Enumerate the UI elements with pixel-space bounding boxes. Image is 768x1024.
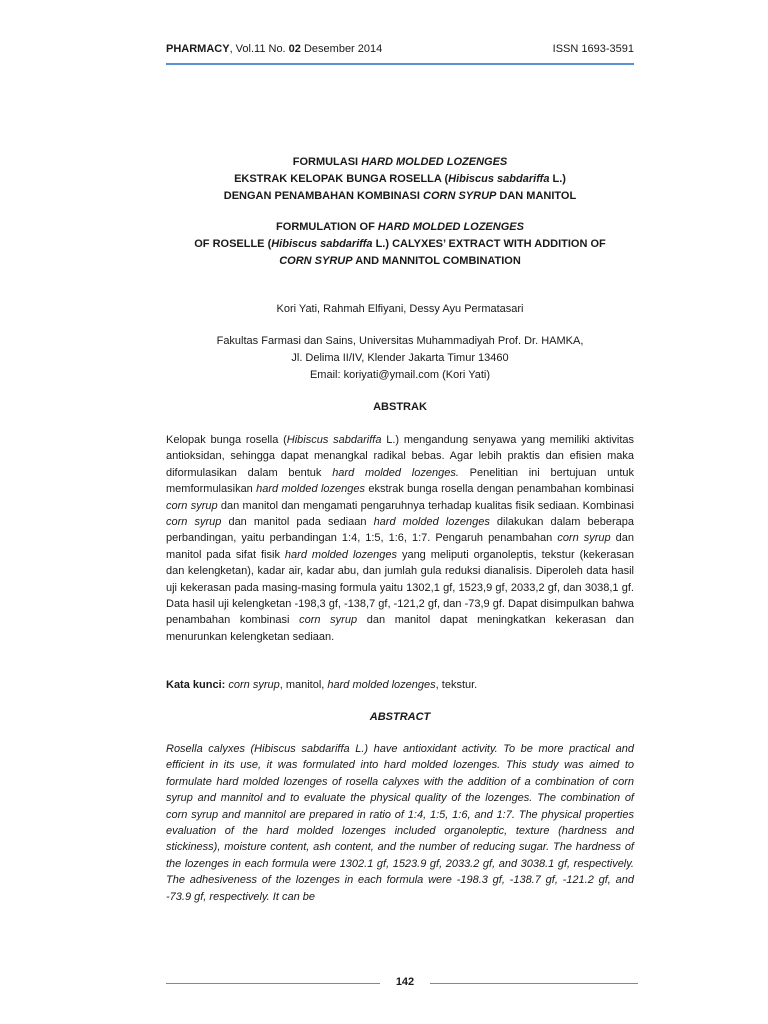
abstrak-italic: Hibiscus sabdariffa <box>286 434 382 446</box>
abstrak-text: Penelitian ini bertujuan untuk memformulasikan <box>166 466 635 496</box>
issn: ISSN 1693-3591 <box>552 43 634 55</box>
authors: Kori Yati, Rahmah Elfiyani, Dessy Ayu Permatasari <box>276 303 524 315</box>
title-en-text: OF ROSELLE ( <box>194 238 272 250</box>
affiliation-email: Email: koriyati@ymail.com (Kori Yati) <box>309 369 491 381</box>
keyword: hard molded lozenges <box>327 679 436 691</box>
title-id-text: FORMULASI <box>292 156 362 168</box>
abstrak-paragraph <box>166 432 634 645</box>
title-id-line-3 <box>166 188 634 205</box>
keywords <box>166 677 634 693</box>
abstrak-italic: corn syrup <box>166 516 222 529</box>
title-id-line-1 <box>166 154 634 171</box>
abstrak-text: ekstrak bunga rosella dengan penambahan kombinasi <box>365 483 635 496</box>
title-en-italic: CORN SYRUP <box>279 255 353 267</box>
title-en-text: FORMULATION OF <box>276 221 378 233</box>
abstrak-text: dan manitol dapat meningkatkan kekerasan dan menurunkan kelengketan sediaan. <box>166 614 634 643</box>
footer-rule-left <box>166 983 380 984</box>
header-rule <box>166 63 634 65</box>
affiliation-line-1: Fakultas Farmasi dan Sains, Universitas Muhammadiyah Prof. Dr. HAMKA, <box>216 335 584 347</box>
keywords-label: Kata kunci: <box>166 679 226 691</box>
keyword-separator: , manitol, <box>279 679 328 691</box>
keyword-separator: , tekstur. <box>435 679 478 691</box>
journal-volume: , Vol.11 No. <box>229 43 289 55</box>
abstract-heading: ABSTRACT <box>369 711 431 723</box>
title-en-text: L.) CALYXES’ EXTRACT WITH ADDITION OF <box>372 238 606 250</box>
abstrak-italic: corn syrup <box>166 499 218 512</box>
title-en-text: AND MANNITOL COMBINATION <box>352 255 521 267</box>
abstrak-text: dilakukan dalam beberapa perbandingan, yaitu perbandingan 1:4, 1:5, 1:6, 1:7. Pengaruh penambahan <box>166 516 634 545</box>
abstrak-italic: hard molded lozenges <box>284 548 397 561</box>
abstrak-text: yang meliputi organoleptis, tekstur (kekerasan dan kelengketan), kadar air, kadar abu, dan jumlah gula reduksi dianalisis. Diperoleh data hasil uji kekerasan pada masing-masing formula yaitu 1302,1 gf, 1523,9 gf, 2033,2 gf, dan 3038,1 gf. Data hasil uji kelengketan -198,3 gf, -138,7 gf, -121,2 gf, dan -73,9 gf. Dapat disimpulkan bahwa penambahan kombinasi <box>166 548 634 627</box>
affiliation <box>166 333 634 384</box>
title-en-line-3 <box>166 253 634 270</box>
abstract-body <box>166 741 634 905</box>
title-en-italic: HARD MOLDED LOZENGES <box>377 221 524 233</box>
title-id-line-2 <box>166 171 634 188</box>
abstrak-text: dan manitol dan mengamati pengaruhnya terhadap kualitas fisik sediaan. Kombinasi <box>217 499 635 512</box>
title-id-italic: Hibiscus sabdariffa <box>448 173 550 185</box>
abstrak-text: dan manitol pada sediaan <box>221 516 374 529</box>
abstrak-italic: hard molded lozenges <box>256 483 365 496</box>
abstrak-text: Kelopak bunga rosella ( <box>166 434 287 446</box>
title-en-line-1 <box>166 219 634 236</box>
journal-name: PHARMACY <box>166 43 230 55</box>
title-id-italic: CORN SYRUP <box>423 190 497 202</box>
keywords-line <box>166 677 634 693</box>
title-id-italic: HARD MOLDED LOZENGES <box>361 156 508 168</box>
abstrak-body <box>166 432 634 645</box>
page-number: 142 <box>395 976 415 988</box>
title-english <box>166 219 634 270</box>
abstrak-italic: hard molded lozenges <box>373 516 490 529</box>
title-en-italic: Hibiscus sabdariffa <box>271 238 373 250</box>
title-id-text: L.) <box>549 173 566 185</box>
abstrak-text: dan manitol pada sifat fisik <box>166 532 634 561</box>
abstract-paragraph: Rosella calyxes (Hibiscus sabdariffa L.) have antioxidant activity. To be more practical and efficient in its use, it was formulated into hard molded lozenges. This study was aimed to formulate hard molded lozenges of rosella calyxes with the addition of a combination of corn syrup and mannitol and to evaluate the physical quality of the lozenges. The combination of corn syrup and mannitol are prepared in ratio of 1:4, 1:5, 1:6, and 1:7. The physical properties evaluation of the hard molded lozenges included organoleptic, texture (hardness and stickiness), moisture content, ash content, and the number of reducing sugar. The hardness of the lozenges in each formula were 1302.1 gf, 1523.9 gf, 2033.2 gf, and 3038.1 gf, respectively. The adhesiveness of the lozenges in each formula were -198.3 gf, -138.7 gf, -121.2 gf, and -73.9 gf, respectively. It can be <box>166 743 634 903</box>
keyword: corn syrup <box>228 679 280 691</box>
title-id-text: EKSTRAK KELOPAK BUNGA ROSELLA ( <box>234 173 449 185</box>
abstrak-heading: ABSTRAK <box>373 401 427 413</box>
title-en-line-2 <box>166 236 634 253</box>
title-id-text: DENGAN PENAMBAHAN KOMBINASI <box>223 190 424 202</box>
title-indonesian <box>166 154 634 205</box>
abstrak-text: L.) mengandung senyawa yang memiliki aktivitas antioksidan, sehingga dapat menangkal radikal bebas. Agar lebih praktis dan efisien maka diformulasikan dalam bentuk <box>166 434 635 479</box>
journal-issue: 02 <box>288 43 301 55</box>
abstrak-italic: hard molded lozenges. <box>332 466 459 479</box>
title-id-text: DAN MANITOL <box>496 190 577 202</box>
footer-rule-right <box>430 983 638 984</box>
abstrak-italic: corn syrup <box>557 532 611 545</box>
running-header <box>166 43 634 59</box>
journal-citation <box>166 43 382 55</box>
abstrak-italic: corn syrup <box>299 614 358 627</box>
affiliation-line-2: Jl. Delima II/IV, Klender Jakarta Timur 13460 <box>291 352 509 364</box>
journal-date: Desember 2014 <box>300 43 383 55</box>
